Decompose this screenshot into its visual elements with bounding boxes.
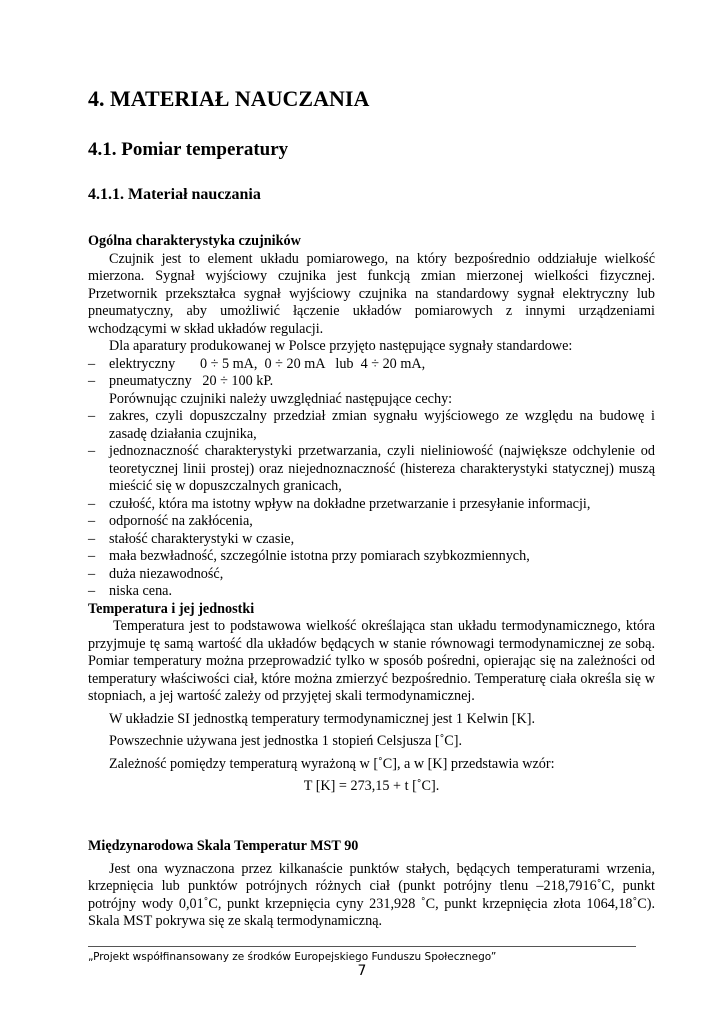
temperature-heading: Temperatura i jej jednostki [88,600,255,617]
list-dash: – [88,355,96,372]
list-dash: – [88,495,96,512]
list-item [88,373,655,391]
list-item [88,548,655,566]
feature-text: czułość, która ma istotny wpływ na dokładne przetwarzanie i przesyłanie informacji, [109,495,591,512]
temperature-paragraph: Temperatura jest to podstawowa wielkość określająca stan układu termodynamicznego, która przyjmuje tę samą wartość dla układów będących w stanie równowagi termodynamicznej ze sobą. Pomiar temperatury można przeprowadzić tylko w sposób pośredni, opierając się na zależności od temperatury właściwości ciał, które można zmierzyć bezpośrednio. Temperaturę ciała określa się w stopniach, a jej wartość zależy od przyjętej skali termodynamicznej. [88,618,655,704]
list-item [88,356,655,374]
feature-text: mała bezwładność, szczególnie istotna przy pomiarach szybkozmiennych, [109,548,530,564]
mst-text-block [88,838,655,931]
feature-text: niska cena. [109,583,173,599]
list-dash: – [88,408,96,424]
list-item [88,566,655,584]
list-dash: – [88,373,96,389]
signal-pneumatic: pneumatyczny 20 ÷ 100 kP. [109,373,274,389]
page-number: 7 [357,963,367,979]
list-dash: – [88,443,96,459]
subsection-title: 4.1.1. Materiał nauczania [88,186,261,203]
sensors-paragraph: Czujnik jest to element układu pomiarowego, na który bezpośrednio oddziałuje wielkość mierzona. Sygnał wyjściowy czujnika jest funkcją zmian mierzonej wielkości fizycznej. Przetwornik przekształca sygnał wyjściowy czujnika na standardowy sygnał elektryczny lub pneumatyczny, aby umożliwić łączenie układów pomiarowych z innymi urządzeniami wchodzącymi w skład układów regulacji. [88,250,655,337]
list-item [88,531,655,549]
signal-electric: elektryczny 0 ÷ 5 mA, 0 ÷ 20 mA lub 4 ÷ 20 mA, [109,355,426,372]
list-dash: – [88,530,96,547]
feature-text: stałość charakterystyki w czasie, [109,530,295,547]
list-dash: – [88,513,96,529]
features-list [88,408,655,601]
mst-paragraph: Jest ona wyznaczona przez kilkanaście punktów stałych, będących temperaturami wrzenia, krzepnięcia lub punktów potrójnych różnych ciał (punkt potrójny tlenu –218,7916˚C, punkt potrójny wody 0,01˚C, punkt krzepnięcia cyny 231,928 ˚C, punkt krzepnięcia złota 1064,18˚C). Skala MST pokrywa się ze skalą termodynamiczną. [88,860,655,929]
feature-text: zakres, czyli dopuszczalny przedział zmian sygnału wyjściowego ze względu na budowę i zasadę działania czujnika, [109,408,655,442]
si-unit-paragraph: W układzie SI jednostką temperatury termodynamicznej jest 1 Kelwin [K]. [109,710,536,727]
list-dash: – [88,548,96,564]
conversion-formula: T [K] = 273,15 + t [˚C]. [303,778,440,794]
list-item [88,513,655,531]
relation-paragraph: Zależność pomiędzy temperaturą wyrażoną w [˚C], a w [K] przedstawia wzór: [109,755,555,772]
list-item [88,496,655,514]
feature-text: duża niezawodność, [109,565,224,582]
celsius-paragraph: Powszechnie używana jest jednostka 1 stopień Celsjusza [˚C]. [109,733,463,749]
section-title: 4.1. Pomiar temperatury [88,139,289,160]
signals-list [88,356,655,391]
sensors-heading: Ogólna charakterystyka czujników [88,233,301,249]
chapter-title: 4. MATERIAŁ NAUCZANIA [88,86,370,111]
standard-signals-intro: Dla aparatury produkowanej w Polsce przyjęto następujące sygnały standardowe: [109,338,573,354]
mst-heading: Międzynarodowa Skala Temperatur MST 90 [88,838,359,854]
list-item [88,408,655,443]
list-item [88,443,655,496]
list-dash: – [88,583,96,599]
features-intro: Porównując czujniki należy uwzględniać następujące cechy: [109,390,453,407]
feature-text: jednoznaczność charakterystyki przetwarzania, czyli nieliniowość (największe odchylenie od teoretycznej linii prostej) oraz niejednoznaczność (histereza charakterystyki statycznej) muszą mieścić się w dopuszczalnych granicach, [109,443,655,494]
list-item [88,583,655,601]
list-dash: – [88,565,96,582]
main-text-block [88,233,655,796]
footer-note: „Projekt współfinansowany ze środków Europejskiego Funduszu Społecznego” [88,951,497,963]
footer-divider [88,946,636,947]
feature-text: odporność na zakłócenia, [109,513,253,529]
